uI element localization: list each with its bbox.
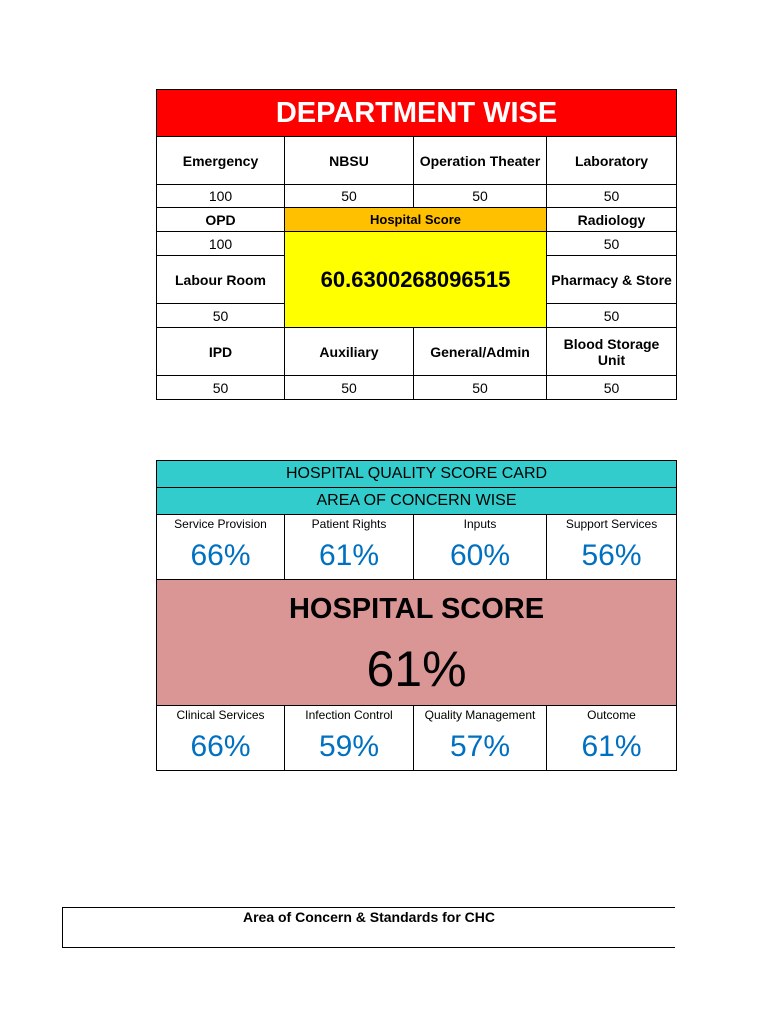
aoc-name-outcome: Outcome — [547, 706, 677, 731]
aoc-name-inputs: Inputs — [414, 515, 547, 540]
aoc-value-inputs: 60% — [414, 539, 547, 580]
department-wise-table — [156, 89, 677, 400]
aoc-name-infection-control: Infection Control — [285, 706, 414, 731]
aoc-name-support-services: Support Services — [547, 515, 677, 540]
aoc-name-clinical-services: Clinical Services — [157, 706, 285, 731]
aoc-value-outcome: 61% — [547, 730, 677, 771]
dept-name-opd: OPD — [157, 208, 285, 232]
aoc-value-support-services: 56% — [547, 539, 677, 580]
aoc-name-quality-management: Quality Management — [414, 706, 547, 731]
hospital-score-value: 60.6300268096515 — [285, 232, 547, 328]
hospital-score-label: Hospital Score — [285, 208, 547, 232]
dept-value-operation-theater: 50 — [414, 185, 547, 208]
hospital-score-heading: HOSPITAL SCORE — [288, 593, 545, 625]
dept-value-labour-room: 50 — [157, 304, 285, 328]
dept-value-pharmacy-store: 50 — [547, 304, 677, 328]
dept-name-ipd: IPD — [157, 328, 285, 376]
dept-name-operation-theater: Operation Theater — [414, 137, 547, 185]
aoc-name-service-provision: Service Provision — [157, 515, 285, 540]
dept-name-laboratory: Laboratory — [547, 137, 677, 185]
aoc-value-infection-control: 59% — [285, 730, 414, 771]
dept-value-emergency: 100 — [157, 185, 285, 208]
dept-name-pharmacy-store: Pharmacy & Store — [547, 256, 677, 304]
dept-name-labour-room: Labour Room — [157, 256, 285, 304]
dept-value-nbsu: 50 — [285, 185, 414, 208]
dept-value-auxiliary: 50 — [285, 376, 414, 400]
aoc-value-service-provision: 66% — [157, 539, 285, 580]
area-of-concern-standards-box — [62, 907, 675, 948]
area-of-concern-standards-title: Area of Concern & Standards for CHC — [242, 909, 496, 925]
aoc-value-patient-rights: 61% — [285, 539, 414, 580]
score-card-subtitle: AREA OF CONCERN WISE — [157, 488, 677, 515]
dept-value-general-admin: 50 — [414, 376, 547, 400]
hospital-quality-score-card — [156, 460, 677, 771]
dept-name-blood-storage-unit: Blood Storage Unit — [547, 328, 677, 376]
dept-value-opd: 100 — [157, 232, 285, 256]
dept-value-blood-storage-unit: 50 — [547, 376, 677, 400]
dept-name-nbsu: NBSU — [285, 137, 414, 185]
aoc-value-clinical-services: 66% — [157, 730, 285, 771]
dept-value-radiology: 50 — [547, 232, 677, 256]
dept-value-laboratory: 50 — [547, 185, 677, 208]
score-card-title: HOSPITAL QUALITY SCORE CARD — [157, 461, 677, 488]
dept-name-general-admin: General/Admin — [414, 328, 547, 376]
hospital-score-block — [157, 580, 677, 706]
hospital-score-percent: 61% — [366, 641, 467, 697]
aoc-value-quality-management: 57% — [414, 730, 547, 771]
aoc-name-patient-rights: Patient Rights — [285, 515, 414, 540]
dept-name-radiology: Radiology — [547, 208, 677, 232]
dept-name-auxiliary: Auxiliary — [285, 328, 414, 376]
dept-value-ipd: 50 — [157, 376, 285, 400]
department-wise-title: DEPARTMENT WISE — [157, 90, 677, 137]
dept-name-emergency: Emergency — [157, 137, 285, 185]
